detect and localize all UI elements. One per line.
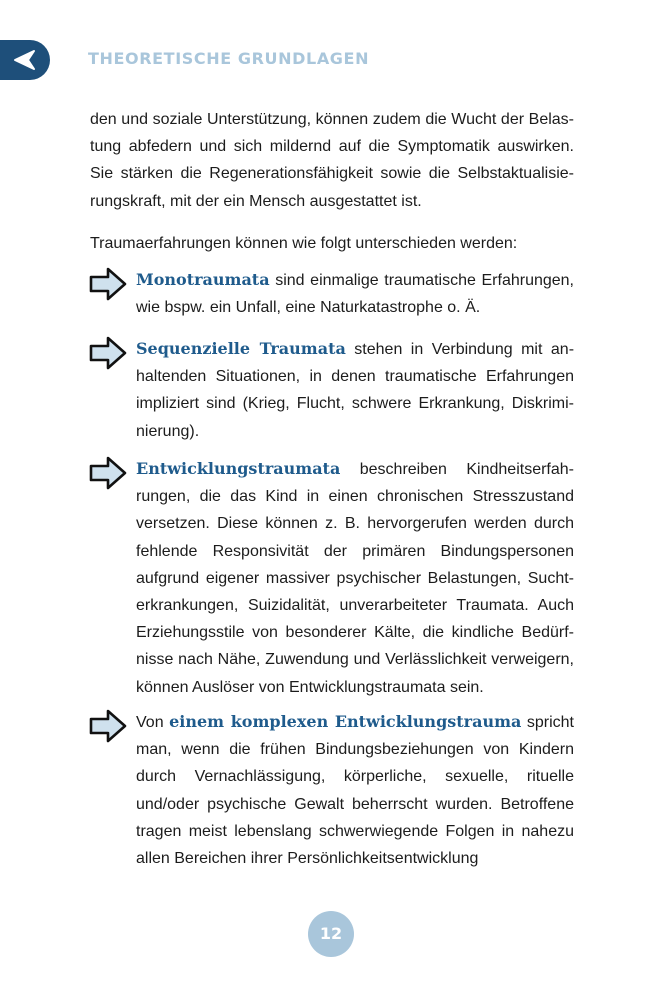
pointing-arrow-icon: [88, 708, 128, 744]
intro-paragraph: Traumaerfahrungen können wie folgt unterschieden werden:: [90, 235, 518, 252]
list-item-text: [136, 335, 574, 445]
body-paragraph: den und soziale Unterstützung, können zudem die Wucht der Belastung abfedern und sich mildernd auf die Symptomatik auswirken. Sie stärken die Regenerationsfähigkeit sowie die Selbstaktualisierungskraft, mit der ein Mensch ausgestattet ist.: [90, 111, 574, 210]
page-header-title: THEORETISCHE GRUNDLAGEN: [88, 49, 370, 68]
list-item-komplexes-entwicklungstrauma: [88, 708, 574, 872]
list-item-monotraumata: [88, 266, 574, 321]
list-item-entwicklungstraumata: [88, 455, 574, 701]
item-description: beschreiben Kindheitserfahrungen, die das Kind in einen chronischen Stresszustand versetzen. Diese können z. B. hervorgerufen werden durch fehlende Responsivität der primären Bindungspersonen aufgrund eigener massiver psychischer Belastungen, Suchterkrankungen, Suizidalität, unverarbeiteter Traumata. Auch Erziehungsstile von besonderer Kälte, die kindliche Bedürfnisse nach Nähe, Zuwendung und Verlässlichkeit verweigern, können Auslöser von Entwicklungstraumata sein.: [136, 461, 574, 696]
pointing-arrow-icon: [88, 266, 128, 302]
list-item-text: [136, 708, 574, 872]
item-term: Sequenzielle Traumata: [136, 339, 346, 358]
item-prefix: Von: [136, 714, 170, 731]
arrow-left-icon: [13, 49, 37, 71]
item-term: Monotraumata: [136, 270, 270, 289]
list-item-text: [136, 266, 574, 321]
list-item-text: [136, 455, 574, 701]
list-item-sequenzielle-traumata: [88, 335, 574, 445]
pointing-arrow-icon: [88, 455, 128, 491]
item-description: spricht man, wenn die frühen Bindungsbeziehungen von Kindern durch Vernachlässigung, körperliche, sexuelle, rituelle und/oder psychische Gewalt beherrscht wurden. Betroffene tragen meist lebenslang schwerwiegende Folgen in nahezu allen Bereichen ihrer Persönlichkeitsentwicklung: [136, 714, 574, 868]
page-number: 12: [308, 911, 354, 957]
item-description: stehen in Verbindung mit anhaltenden Situationen, in denen traumatische Erfahrungen impliziert sind (Krieg, Flucht, schwere Erkrankung, Diskriminierung).: [136, 341, 575, 440]
back-tab[interactable]: [0, 40, 50, 80]
pointing-arrow-icon: [88, 335, 128, 371]
item-description: sind einmalige traumatische Erfahrungen, wie bspw. ein Unfall, eine Naturkatastrophe o. Ä.: [136, 272, 574, 317]
item-term: Entwicklungstraumata: [136, 459, 341, 478]
item-term: einem komplexen Entwicklungstrauma: [169, 712, 522, 731]
